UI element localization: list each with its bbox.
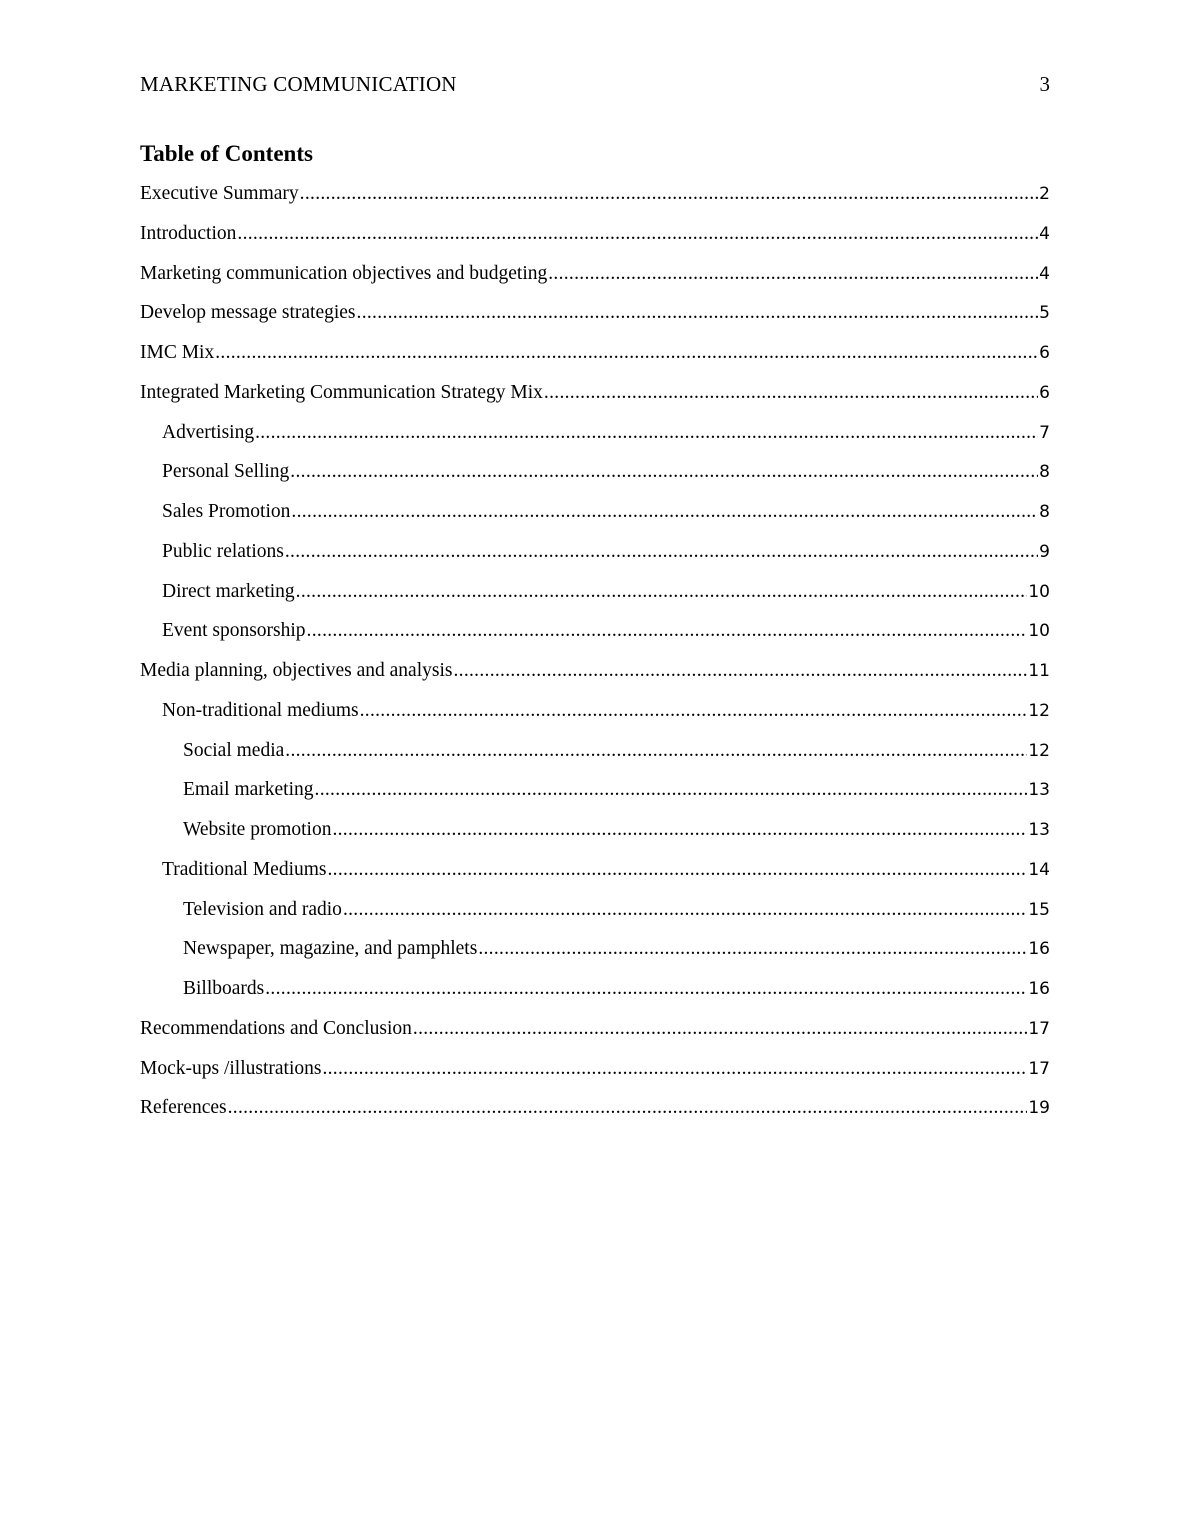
- dot-leader: [544, 378, 1038, 408]
- toc-entry-page: 17: [1028, 1058, 1050, 1079]
- dot-leader: [315, 775, 1028, 805]
- dot-leader: [307, 616, 1028, 646]
- toc-entry-event-sponsorship[interactable]: [140, 616, 1050, 656]
- toc-entry-label: Marketing communication objectives and budgeting: [140, 262, 548, 284]
- toc-entry-page: 6: [1039, 382, 1050, 403]
- toc-entry-page: 9: [1039, 541, 1050, 562]
- toc-entry-label: Website promotion: [183, 819, 332, 840]
- toc-entry-page: 10: [1028, 621, 1050, 642]
- dot-leader: [291, 497, 1038, 527]
- toc-entry-label: Traditional Mediums: [162, 858, 327, 880]
- dot-leader: [300, 179, 1039, 209]
- toc-entry-label: Integrated Marketing Communication Strategy Mix: [140, 381, 543, 403]
- toc-entry-non-traditional-mediums[interactable]: [140, 696, 1050, 736]
- toc-entry-page: 19: [1028, 1098, 1050, 1119]
- dot-leader: [296, 577, 1028, 607]
- toc-entry-label: Direct marketing: [162, 580, 295, 602]
- toc-entry-label: Advertising: [162, 421, 255, 443]
- dot-leader: [237, 219, 1038, 249]
- toc-entry-email-marketing[interactable]: [140, 775, 1050, 815]
- page-number: 3: [1039, 72, 1050, 96]
- toc-entry-page: 13: [1028, 820, 1050, 840]
- dot-leader: [328, 855, 1028, 885]
- toc-entry-page: 8: [1039, 502, 1050, 522]
- page-header: [140, 70, 1050, 98]
- toc-entry-advertising[interactable]: [140, 418, 1050, 458]
- toc-entry-page: 16: [1028, 979, 1050, 999]
- dot-leader: [215, 338, 1038, 368]
- toc-entry-label: Social media: [183, 739, 285, 761]
- toc-entry-television-radio[interactable]: [140, 895, 1050, 935]
- toc-entry-page: 16: [1028, 939, 1050, 960]
- toc-entry-page: 7: [1039, 422, 1050, 443]
- toc-entry-page: 10: [1028, 581, 1050, 602]
- toc-entry-label: Television and radio: [183, 898, 342, 920]
- toc-entry-personal-selling[interactable]: [140, 457, 1050, 497]
- table-of-contents: [140, 179, 1050, 1133]
- toc-entry-mockups[interactable]: [140, 1054, 1050, 1094]
- toc-entry-references[interactable]: [140, 1093, 1050, 1133]
- toc-entry-message-strategies[interactable]: [140, 298, 1050, 338]
- toc-entry-website-promotion[interactable]: [140, 815, 1050, 855]
- toc-entry-page: 15: [1028, 899, 1050, 920]
- toc-entry-label: Email marketing: [183, 779, 314, 801]
- toc-entry-imc-strategy-mix[interactable]: [140, 378, 1050, 418]
- dot-leader: [285, 736, 1027, 766]
- toc-entry-page: 14: [1028, 859, 1050, 880]
- toc-entry-page: 4: [1039, 223, 1050, 244]
- toc-entry-label: Billboards: [183, 978, 265, 999]
- dot-leader: [453, 656, 1027, 686]
- toc-entry-newspaper-magazine[interactable]: [140, 934, 1050, 974]
- toc-entry-page: 6: [1039, 343, 1050, 363]
- toc-entry-public-relations[interactable]: [140, 537, 1050, 577]
- toc-entry-label: Sales Promotion: [162, 501, 291, 522]
- toc-entry-label: Recommendations and Conclusion: [140, 1017, 412, 1039]
- dot-leader: [478, 934, 1027, 964]
- dot-leader: [290, 457, 1038, 487]
- toc-entry-label: Newspaper, magazine, and pamphlets: [183, 938, 478, 960]
- toc-entry-page: 5: [1039, 303, 1050, 324]
- toc-entry-imc-mix[interactable]: [140, 338, 1050, 378]
- toc-entry-objectives-budgeting[interactable]: [140, 259, 1050, 299]
- toc-entry-label: Executive Summary: [140, 183, 299, 204]
- toc-entry-label: Non-traditional mediums: [162, 699, 359, 721]
- toc-entry-page: 11: [1028, 661, 1050, 681]
- dot-leader: [413, 1014, 1027, 1044]
- dot-leader: [332, 815, 1027, 845]
- toc-entry-social-media[interactable]: [140, 736, 1050, 776]
- toc-entry-label: Public relations: [162, 540, 284, 562]
- toc-entry-billboards[interactable]: [140, 974, 1050, 1014]
- toc-entry-sales-promotion[interactable]: [140, 497, 1050, 537]
- toc-entry-page: 12: [1028, 740, 1050, 761]
- toc-entry-page: 13: [1028, 780, 1050, 801]
- toc-entry-label: Introduction: [140, 222, 237, 244]
- toc-entry-label: IMC Mix: [140, 342, 215, 363]
- toc-entry-label: Media planning, objectives and analysis: [140, 660, 453, 681]
- dot-leader: [360, 696, 1028, 726]
- toc-entry-traditional-mediums[interactable]: [140, 855, 1050, 895]
- toc-entry-label: References: [140, 1097, 227, 1119]
- toc-entry-label: Develop message strategies: [140, 302, 356, 324]
- dot-leader: [265, 974, 1027, 1004]
- dot-leader: [343, 895, 1027, 925]
- toc-title: Table of Contents: [140, 141, 313, 166]
- dot-leader: [228, 1093, 1028, 1123]
- running-head: MARKETING COMMUNICATION: [140, 72, 457, 96]
- dot-leader: [357, 298, 1039, 328]
- dot-leader: [322, 1054, 1027, 1084]
- toc-entry-label: Personal Selling: [162, 461, 290, 483]
- toc-entry-page: 12: [1028, 700, 1050, 721]
- toc-entry-page: 4: [1039, 263, 1050, 284]
- dot-leader: [285, 537, 1038, 567]
- toc-entry-label: Event sponsorship: [162, 620, 306, 642]
- toc-entry-media-planning[interactable]: [140, 656, 1050, 696]
- dot-leader: [548, 259, 1038, 289]
- toc-entry-recommendations[interactable]: [140, 1014, 1050, 1054]
- toc-entry-direct-marketing[interactable]: [140, 577, 1050, 617]
- dot-leader: [255, 418, 1038, 448]
- toc-entry-label: Mock-ups /illustrations: [140, 1057, 322, 1079]
- toc-entry-page: 17: [1028, 1018, 1050, 1039]
- toc-entry-page: 2: [1039, 184, 1050, 204]
- toc-entry-executive-summary[interactable]: [140, 179, 1050, 219]
- toc-entry-introduction[interactable]: [140, 219, 1050, 259]
- toc-entry-page: 8: [1039, 462, 1050, 483]
